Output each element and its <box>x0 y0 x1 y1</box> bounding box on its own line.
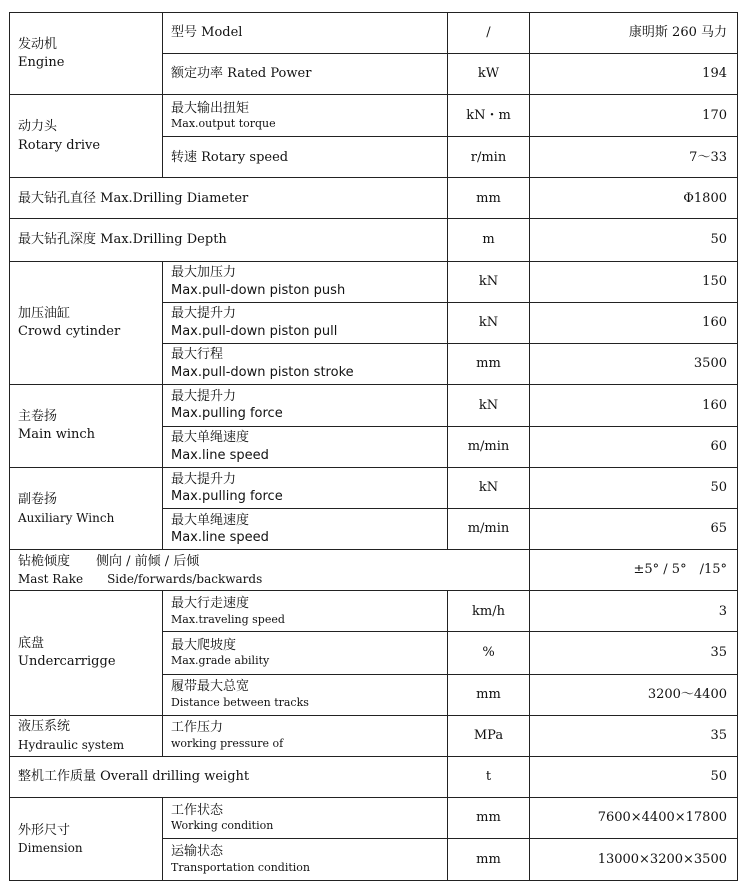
unit-working-pressure: MPa <box>448 715 530 756</box>
category-auxiliary-winch: 副卷扬 Auxiliary Winch <box>10 468 163 550</box>
label-drilling-diameter: 最大钻孔直径 Max.Drilling Diameter <box>10 178 448 219</box>
label-mast-rake: 钻桅倾度 侧向 / 前倾 / 后倾 Mast Rake Side/forwards/backwards <box>10 550 530 591</box>
label-grade-ability: 最大爬坡度 Max.grade ability <box>163 632 448 674</box>
label-traveling-speed: 最大行走速度 Max.traveling speed <box>163 591 448 632</box>
label-track-distance: 履带最大总宽 Distance between tracks <box>163 674 448 715</box>
table-row-drilling-diameter <box>10 178 738 219</box>
unit-main-pulling-force: kN <box>448 384 530 426</box>
unit-overall-weight: t <box>448 756 530 797</box>
unit-drilling-diameter: mm <box>448 178 530 219</box>
category-engine: 发动机 Engine <box>10 13 163 95</box>
value-main-line-speed: 60 <box>530 426 738 467</box>
value-working-pressure: 35 <box>530 715 738 756</box>
label-piston-push: 最大加压力 Max.pull-down piston push <box>163 261 448 302</box>
unit-rated-power: kW <box>448 54 530 95</box>
label-aux-pulling-force: 最大提升力 Max.pulling force <box>163 468 448 509</box>
value-grade-ability: 35 <box>530 632 738 674</box>
value-transportation-condition: 13000×3200×3500 <box>530 838 738 880</box>
unit-output-torque: kN・m <box>448 95 530 137</box>
value-rotary-speed: 7～33 <box>530 137 738 178</box>
value-aux-line-speed: 65 <box>530 509 738 550</box>
value-overall-weight: 50 <box>530 756 738 797</box>
unit-piston-pull: kN <box>448 302 530 343</box>
value-drilling-depth: 50 <box>530 219 738 261</box>
category-undercarriage: 底盘 Undercarrigge <box>10 591 163 715</box>
label-overall-weight: 整机工作质量 Overall drilling weight <box>10 756 448 797</box>
unit-grade-ability: % <box>448 632 530 674</box>
value-traveling-speed: 3 <box>530 591 738 632</box>
table-row-hydraulic <box>10 715 738 756</box>
unit-main-line-speed: m/min <box>448 426 530 467</box>
value-piston-push: 150 <box>530 261 738 302</box>
table-row-main-winch-force <box>10 384 738 426</box>
unit-transportation-condition: mm <box>448 838 530 880</box>
value-rated-power: 194 <box>530 54 738 95</box>
unit-track-distance: mm <box>448 674 530 715</box>
unit-piston-push: kN <box>448 261 530 302</box>
table-row-aux-winch-force <box>10 468 738 509</box>
value-piston-pull: 160 <box>530 302 738 343</box>
category-main-winch: 主卷扬 Main winch <box>10 384 163 467</box>
value-track-distance: 3200～4400 <box>530 674 738 715</box>
value-output-torque: 170 <box>530 95 738 137</box>
unit-working-condition: mm <box>448 797 530 838</box>
table-row-crowd-push <box>10 261 738 302</box>
value-mast-rake: ±5° / 5° /15° <box>530 550 738 591</box>
value-main-pulling-force: 160 <box>530 384 738 426</box>
unit-traveling-speed: km/h <box>448 591 530 632</box>
table-row-engine-model <box>10 13 738 54</box>
table-row-overall-weight <box>10 756 738 797</box>
category-dimension: 外形尺寸 Dimension <box>10 797 163 880</box>
label-main-line-speed: 最大单绳速度 Max.line speed <box>163 426 448 467</box>
label-main-pulling-force: 最大提升力 Max.pulling force <box>163 384 448 426</box>
table-row-undercarriage-travel <box>10 591 738 632</box>
table-row-drilling-depth <box>10 219 738 261</box>
spec-table <box>9 12 738 881</box>
label-working-condition: 工作状态 Working condition <box>163 797 448 838</box>
unit-piston-stroke: mm <box>448 343 530 384</box>
unit-drilling-depth: m <box>448 219 530 261</box>
unit-rotary-speed: r/min <box>448 137 530 178</box>
label-aux-line-speed: 最大单绳速度 Max.line speed <box>163 509 448 550</box>
unit-model: / <box>448 13 530 54</box>
label-transportation-condition: 运输状态 Transportation condition <box>163 838 448 880</box>
label-rated-power: 额定功率 Rated Power <box>163 54 448 95</box>
label-rotary-speed: 转速 Rotary speed <box>163 137 448 178</box>
value-piston-stroke: 3500 <box>530 343 738 384</box>
category-rotary-drive: 动力头 Rotary drive <box>10 95 163 178</box>
unit-aux-line-speed: m/min <box>448 509 530 550</box>
table-row-rotary-torque <box>10 95 738 137</box>
value-model: 康明斯 260 马力 <box>530 13 738 54</box>
value-drilling-diameter: Φ1800 <box>530 178 738 219</box>
label-output-torque: 最大输出扭矩 Max.output torque <box>163 95 448 137</box>
label-drilling-depth: 最大钻孔深度 Max.Drilling Depth <box>10 219 448 261</box>
label-piston-pull: 最大提升力 Max.pull-down piston pull <box>163 302 448 343</box>
unit-aux-pulling-force: kN <box>448 468 530 509</box>
category-hydraulic-system: 液压系统 Hydraulic system <box>10 715 163 756</box>
label-piston-stroke: 最大行程 Max.pull-down piston stroke <box>163 343 448 384</box>
category-crowd-cylinder: 加压油缸 Crowd cytinder <box>10 261 163 384</box>
table-row-mast-rake <box>10 550 738 591</box>
value-aux-pulling-force: 50 <box>530 468 738 509</box>
table-row-dimension-working <box>10 797 738 838</box>
label-working-pressure: 工作压力 working pressure of <box>163 715 448 756</box>
label-model: 型号 Model <box>163 13 448 54</box>
value-working-condition: 7600×4400×17800 <box>530 797 738 838</box>
